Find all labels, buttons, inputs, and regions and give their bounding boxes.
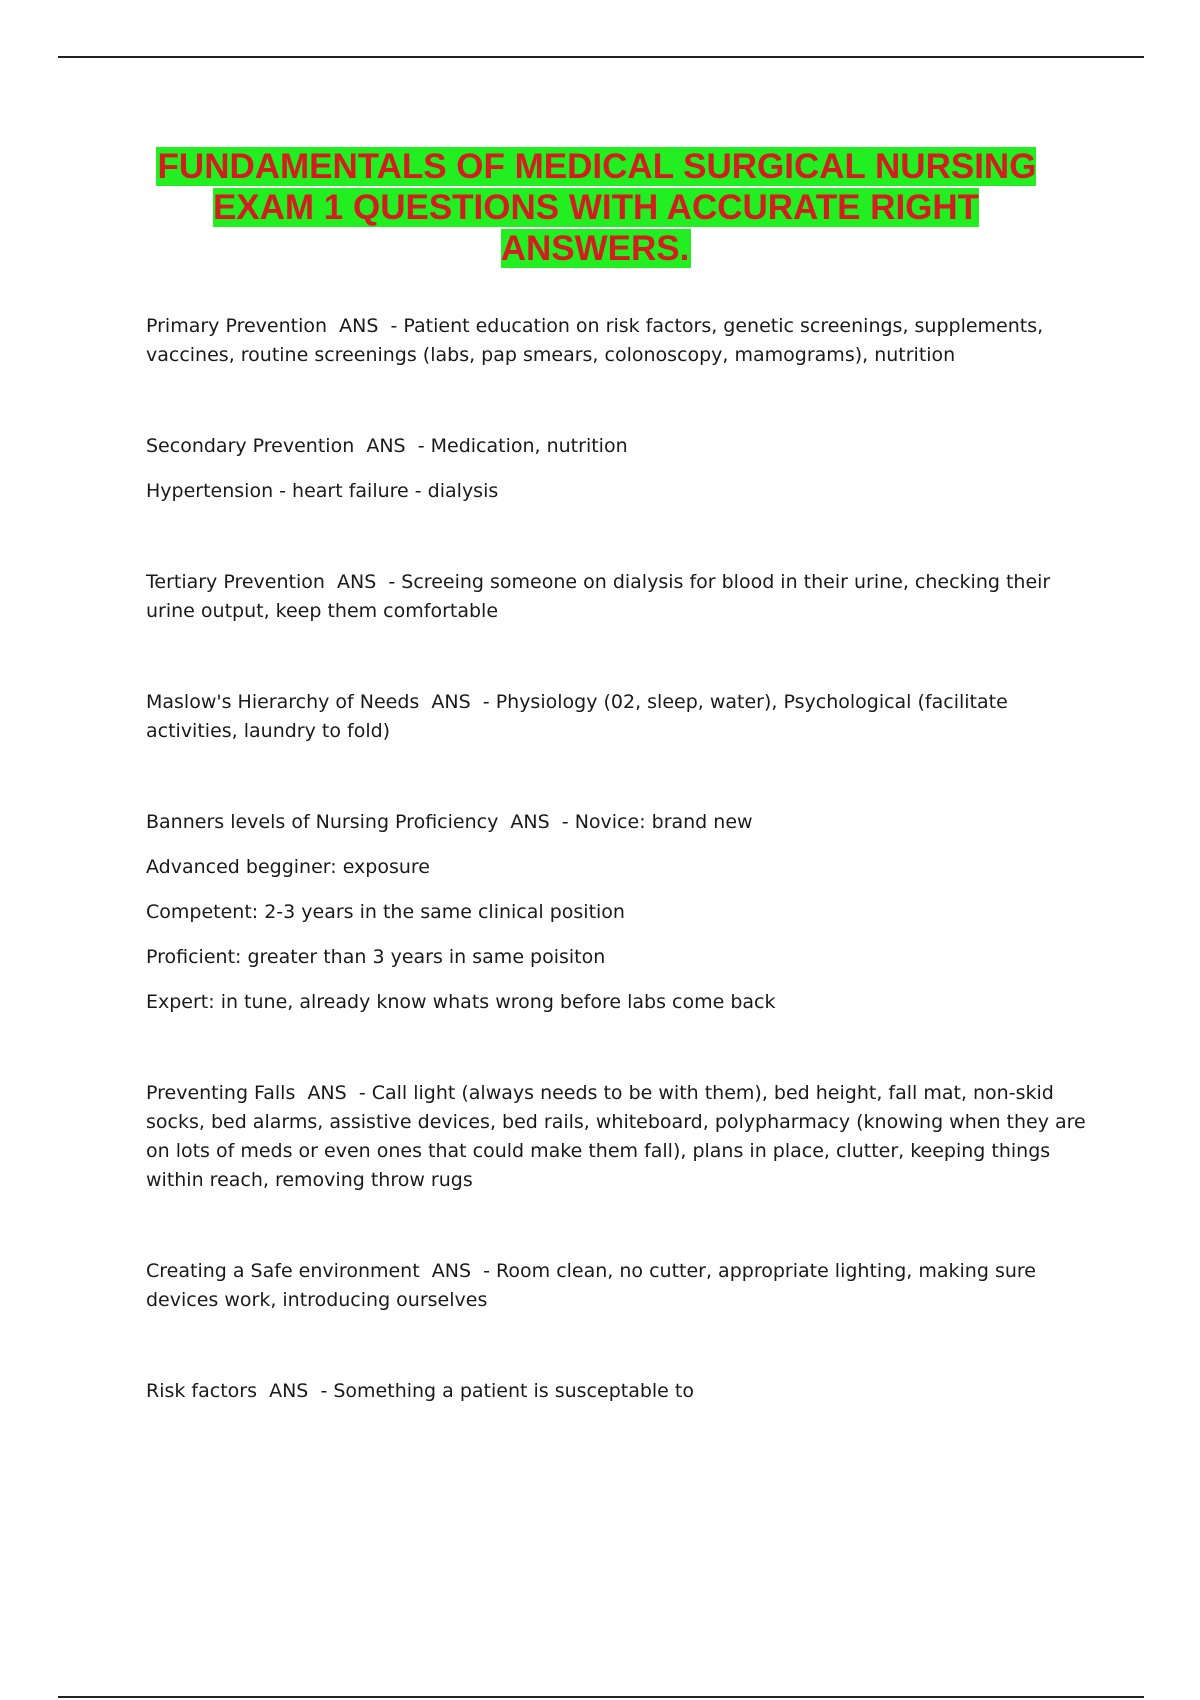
qa-answer: - Physiology (02, sleep, water), Psychological (facilitate activities, laundry to fold) [146, 691, 1008, 742]
ans-label: ANS [337, 571, 377, 593]
qa-answer: - Call light (always needs to be with them), bed height, fall mat, non-skid socks, bed alarms, assistive devices, bed rails, whiteboard, polypharmacy (knowing when they are on lots of meds or even ones that could make them fall), plans in place, clutter, keeping things within reach, removing throw rugs [146, 1082, 1086, 1191]
qa-extra-line: Expert: in tune, already know whats wrong before labs come back [146, 991, 776, 1013]
ans-label: ANS [510, 811, 550, 833]
qa-term: Maslow's Hierarchy of Needs [146, 691, 420, 713]
qa-line [146, 1079, 1086, 1195]
ans-label: ANS [307, 1082, 347, 1104]
qa-term: Risk factors [146, 1380, 257, 1402]
qa-term: Primary Prevention [146, 315, 328, 337]
qa-line [146, 1257, 1086, 1315]
qa-line [146, 1377, 1086, 1406]
qa-answer: - Novice: brand new [561, 811, 753, 833]
qa-term: Preventing Falls [146, 1082, 296, 1104]
qa-answer: - Medication, nutrition [417, 435, 628, 457]
qa-term: Creating a Safe environment [146, 1260, 420, 1282]
qa-entry-secondary-prevention [146, 432, 1086, 506]
qa-line [146, 568, 1086, 626]
document-title-text: FUNDAMENTALS OF MEDICAL SURGICAL NURSING EXAM 1 QUESTIONS WITH ACCURATE RIGHT ANSWERS. [157, 147, 1037, 268]
qa-entry-safe-environment [146, 1257, 1086, 1315]
qa-entry-preventing-falls [146, 1079, 1086, 1195]
qa-entry-maslow [146, 688, 1086, 746]
ans-label: ANS [269, 1380, 309, 1402]
qa-extra-line: Competent: 2-3 years in the same clinical position [146, 901, 625, 923]
qa-term: Banners levels of Nursing Proficiency [146, 811, 499, 833]
qa-entry-tertiary-prevention [146, 568, 1086, 626]
qa-term: Secondary Prevention [146, 435, 355, 457]
bottom-rule [58, 1696, 1144, 1698]
qa-list [146, 312, 1086, 1468]
qa-extra-line: Advanced begginer: exposure [146, 856, 430, 878]
qa-extra-line: Proficient: greater than 3 years in same poisiton [146, 946, 606, 968]
qa-entry-nursing-proficiency [146, 808, 1086, 1017]
qa-line [146, 312, 1086, 370]
qa-line [146, 808, 1086, 837]
ans-label: ANS [431, 1260, 472, 1282]
qa-answer: - Something a patient is susceptable to [320, 1380, 694, 1402]
qa-answer: - Patient education on risk factors, genetic screenings, supplements, vaccines, routine screenings (labs, pap smears, colonoscopy, mamograms), nutrition [146, 315, 1044, 366]
qa-answer: - Room clean, no cutter, appropriate lighting, making sure devices work, introducing ourselves [146, 1260, 1036, 1311]
qa-extra-line: Hypertension - heart failure - dialysis [146, 480, 499, 502]
qa-line [146, 432, 1086, 461]
ans-label: ANS [339, 315, 379, 337]
ans-label: ANS [366, 435, 406, 457]
qa-line [146, 688, 1086, 746]
qa-term: Tertiary Prevention [146, 571, 325, 593]
qa-answer: - Screeing someone on dialysis for blood in their urine, checking their urine output, keep them comfortable [146, 571, 1051, 622]
document-title [130, 146, 1062, 269]
qa-entry-primary-prevention [146, 312, 1086, 370]
ans-label: ANS [431, 691, 471, 713]
top-rule [58, 56, 1144, 58]
qa-entry-risk-factors [146, 1377, 1086, 1406]
